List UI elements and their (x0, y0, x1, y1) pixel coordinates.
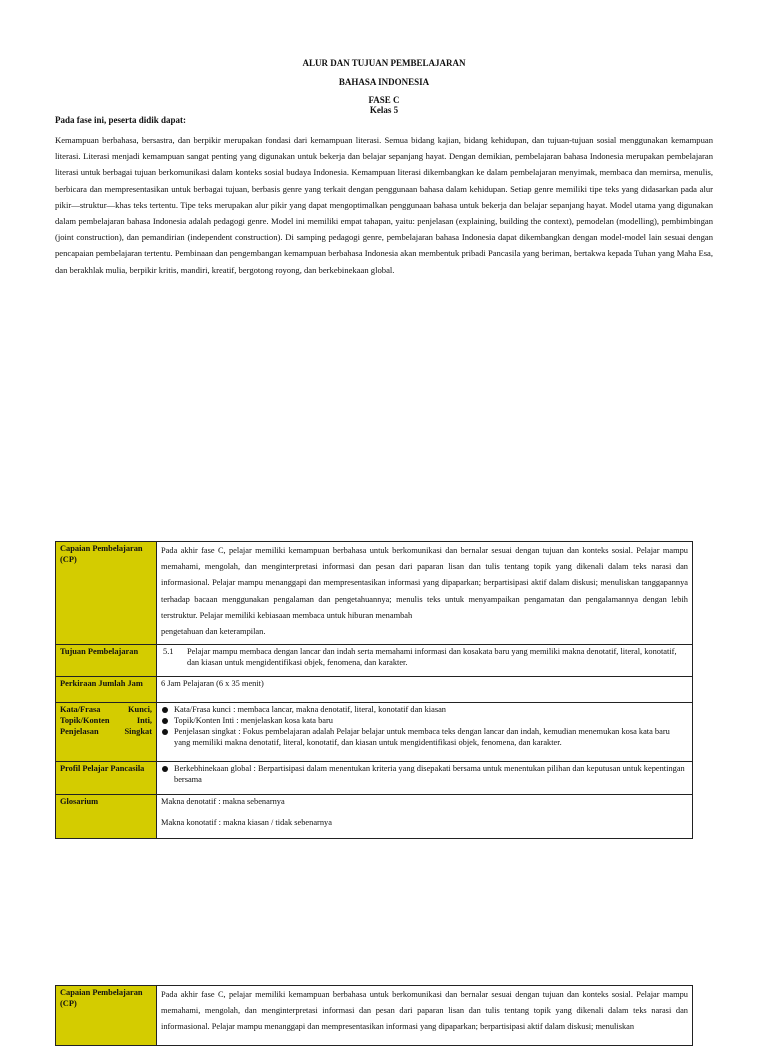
tp-item (161, 646, 688, 668)
doc-subject: BAHASA INDONESIA (338, 77, 430, 87)
jam-text: 6 Jam Pelajaran (6 x 35 menit) (157, 677, 693, 703)
table-row-tp (56, 645, 693, 677)
glosarium-item: Makna denotatif : makna sebenarnya (161, 797, 285, 806)
cp-label: Capaian Pembelajaran (CP) (56, 542, 157, 645)
table-row-cp (56, 986, 693, 1046)
glosarium-item: Makna konotatif : makna kiasan / tidak sebenarnya (161, 818, 332, 827)
cp-label: Capaian Pembelajaran (CP) (56, 986, 157, 1046)
glosarium-label: Glosarium (56, 795, 157, 839)
doc-title: ALUR DAN TUJUAN PEMBELAJARAN (302, 58, 466, 68)
tp-text: Pelajar mampu membaca dengan lancar dan indah serta memahami informasi dan kosakata baru yang memiliki makna denotatif, literal, konotatif, dan kiasan untuk mengidentifikasi objek, fenomena, dan karakter. (187, 647, 677, 667)
learning-objective-table (55, 541, 693, 839)
cp-cell (157, 542, 693, 645)
intro-paragraph: Kemampuan berbahasa, bersastra, dan berpikir merupakan fondasi dari kemampuan literasi. Semua bidang kajian, bidang kehidupan, dan tujuan-tujuan sosial menggunakan kemampuan literasi. Literasi menjadi kemampuan sangat penting yang digunakan untuk bekerja dan belajar sepanjang hayat. Dengan demikian, pembelajaran bahasa Indonesia merupakan pembelajaran literasi untuk berbagai tujuan berkomunikasi dalam konteks sosial budaya Indonesia. Kemampuan literasi dikembangkan ke dalam pembelajaran menyimak, membaca dan memirsa, menulis, berbicara dan mempresentasikan untuk berbagai tujuan, berbasis genre yang terkait dengan penggunaan bahasa dalam kehidupan. Setiap genre memiliki tipe teks yang didasarkan pada alur pikir—struktur—khas teks tertentu. Tipe teks merupakan alur pikir yang dapat mengoptimalkan penggunaan bahasa untuk bekerja dan belajar sepanjang hayat. Model utama yang digunakan dalam pembelajaran bahasa Indonesia adalah pedagogi genre. Model ini memiliki empat tahapan, yaitu: penjelasan (explaining, building the context), pemodelan (modelling), pembimbingan (joint construction), dan pemandirian (independent construction). Di samping pedagogi genre, pembelajaran bahasa Indonesia dapat dikembangkan dengan model-model lain sesuai dengan pencapaian pembelajaran tertentu. Pembinaan dan pengembangan kemampuan berbahasa Indonesia akan membentuk pribadi Pancasila yang beriman, bertakwa kepada Tuhan yang Maha Esa, dan berakhlak mulia, berpikir kritis, mandiri, kreatif, bergotong royong, dan berkebinekaan global. (55, 135, 713, 275)
cp-text: Pada akhir fase C, pelajar memiliki kemampuan berbahasa untuk berkomunikasi dan bernalar sesuai dengan tujuan dan konteks sosial. Pelajar mampu memahami, mengolah, dan menginterpretasi informasi dan pesan dari paparan lisan dan tulis tentang topik yang dikenali dalam teks narasi dan informasional. Pelajar mampu menanggapi dan mempresentasikan informasi yang dipaparkan; berpartisipasi aktif dalam diskusi; menuliskan tanggapannya terhadap bacaan menggunakan pengalaman dan pengetahuannya; menulis teks untuk menyampaikan pengamatan dan pengalamannya dengan lebih terstruktur. Pelajar memiliki kebiasaan membaca untuk hiburan menambah (161, 546, 688, 620)
doc-class: Kelas 5 (369, 105, 399, 115)
jam-label: Perkiraan Jumlah Jam (56, 677, 157, 703)
tp-label: Tujuan Pembelajaran (56, 645, 157, 677)
cp-text-continued: pengetahuan dan keterampilan. (161, 627, 266, 637)
kata-list (161, 704, 688, 748)
tp-number: 5.1 (163, 647, 174, 656)
table-row-kata (56, 703, 693, 762)
kata-cell (157, 703, 693, 762)
cp-text: Pada akhir fase C, pelajar memiliki kemampuan berbahasa untuk berkomunikasi dan bernalar sesuai dengan tujuan dan konteks sosial. Pelajar mampu memahami, mengolah, dan menginterpretasi informasi dan pesan dari paparan lisan dan tulis tentang topik yang dikenali dalam teks narasi dan informasional. Pelajar mampu menanggapi dan mempresentasikan informasi yang dipaparkan; berpartisipasi aktif dalam diskusi; menuliskan (161, 990, 688, 1032)
cp-cell (157, 986, 693, 1046)
profil-label: Profil Pelajar Pancasila (56, 762, 157, 795)
intro-heading: Pada fase ini, peserta didik dapat: (55, 115, 187, 125)
table-row-glosarium (56, 795, 693, 839)
glosarium-cell (157, 795, 693, 839)
table-row-profil (56, 762, 693, 795)
list-item: Penjelasan singkat : Fokus pembelajaran adalah Pelajar belajar untuk membaca teks dengan lancar dan indah, kemudian menemukan kosa kata baru yang memiliki makna denotatif, literal, konotatif, dan kiasan untuk mengidentifikasi objek, fenomena, dan karakter. (161, 726, 688, 748)
profil-cell (157, 762, 693, 795)
tp-cell (157, 645, 693, 677)
list-item: Kata/Frasa kunci : membaca lancar, makna denotatif, literal, konotatif dan kiasan (161, 704, 688, 715)
list-item: Topik/Konten Inti : menjelaskan kosa kata baru (161, 715, 688, 726)
learning-objective-table-2 (55, 985, 693, 1046)
table-row-jam (56, 677, 693, 703)
doc-phase: FASE C (368, 95, 400, 105)
profil-list (161, 763, 688, 785)
list-item: Berkebhinekaan global : Berpartisipasi dalam menentukan kriteria yang disepakati bersama untuk menentukan pilihan dan keputusan untuk kepentingan bersama (161, 763, 688, 785)
kata-label: Kata/Frasa Kunci, Topik/Konten Inti, Penjelasan Singkat (56, 703, 157, 762)
table-row-cp (56, 542, 693, 645)
